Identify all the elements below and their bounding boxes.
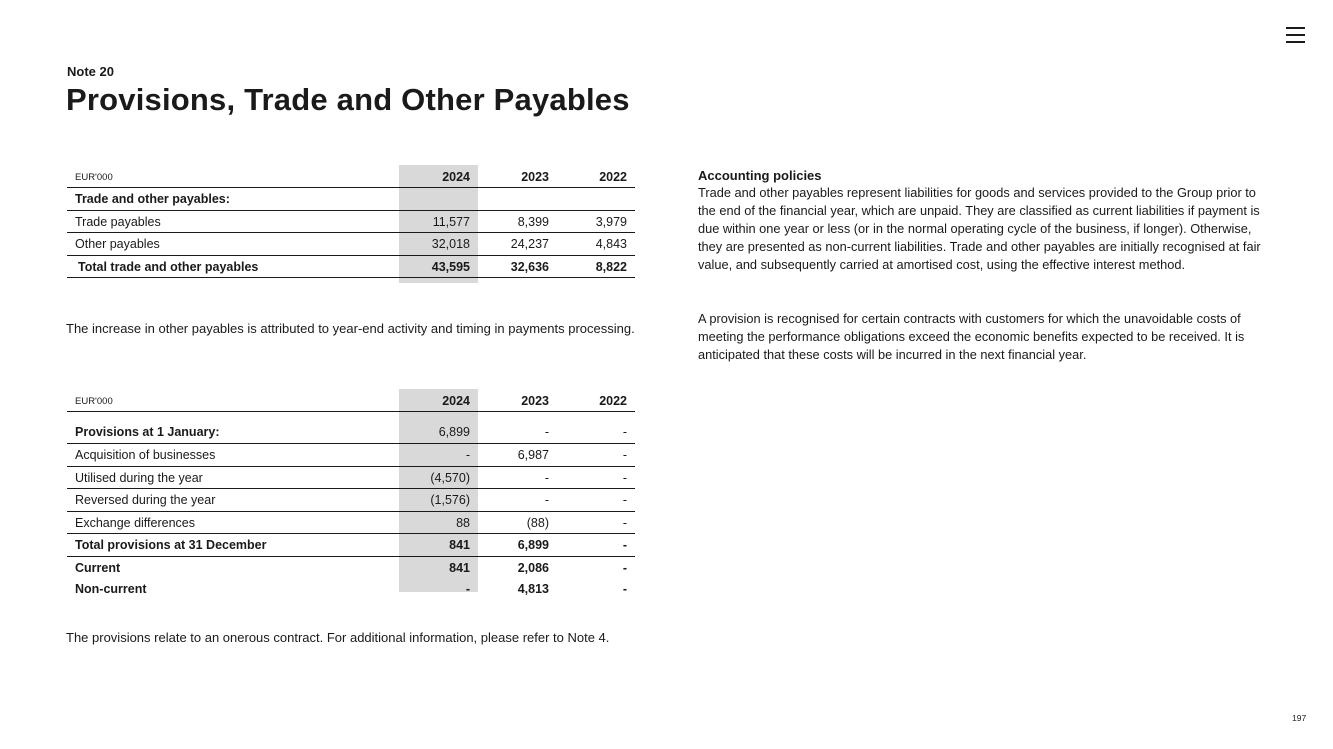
table-header-row [67, 389, 635, 411]
spacer [67, 433, 635, 443]
value-2022: - [622, 560, 627, 575]
table-row [67, 488, 635, 511]
unit-label: EUR'000 [75, 172, 113, 183]
value-2022: - [622, 493, 627, 507]
hamburger-menu-icon[interactable] [1286, 27, 1305, 44]
table-row [67, 443, 635, 466]
year-header-2023: 2023 [521, 170, 549, 184]
value-2024: 32,018 [431, 237, 470, 251]
menu-bar [1286, 41, 1305, 43]
table-row [67, 466, 635, 489]
provisions-note: The provisions relate to an onerous contract. For additional information, please refer to Note 4. [66, 630, 610, 645]
value-2023: (88) [526, 515, 549, 530]
value-2024: - [465, 448, 470, 462]
page-title: Provisions, Trade and Other Payables [66, 82, 630, 117]
value-2024: (1,576) [430, 493, 470, 507]
row-label: Total provisions at 31 December [75, 538, 267, 552]
row-label: Current [75, 560, 121, 575]
value-2024: (4,570) [430, 470, 470, 485]
value-2024: 841 [449, 538, 470, 552]
row-label: Reversed during the year [75, 493, 216, 507]
row-label: Other payables [75, 237, 160, 251]
value-2023: - [544, 470, 549, 485]
value-2022: - [622, 425, 627, 439]
section-label: Trade and other payables: [75, 192, 230, 206]
accounting-policies-heading: Accounting policies [698, 168, 822, 183]
value-2024: 6,899 [438, 425, 470, 439]
year-header-2024: 2024 [442, 394, 470, 408]
value-2022: - [622, 515, 627, 530]
value-2022: 8,822 [595, 259, 627, 274]
value-2023: - [544, 493, 549, 507]
row-label: Trade payables [75, 214, 161, 229]
provisions-table [67, 389, 635, 600]
year-header-2024: 2024 [442, 170, 470, 184]
value-2023: 8,399 [517, 214, 549, 229]
value-2023: 2,086 [517, 560, 549, 575]
value-2023: - [544, 425, 549, 439]
table-header-row [67, 165, 635, 187]
value-2022: - [622, 582, 627, 596]
value-2024: 841 [449, 560, 470, 575]
non-current-row [67, 578, 635, 600]
row-label: Exchange differences [75, 515, 195, 530]
row-label: Non-current [75, 582, 147, 596]
year-header-2022: 2022 [599, 170, 627, 184]
page-number: 197 [1292, 713, 1307, 723]
value-2024: 11,577 [432, 214, 470, 229]
table-row [67, 511, 635, 534]
trade-payables-table [67, 165, 635, 278]
value-2023: 32,636 [510, 259, 549, 274]
value-2022: - [622, 538, 627, 552]
table-row [67, 411, 635, 439]
year-header-2022: 2022 [599, 394, 627, 408]
table-row [67, 210, 635, 233]
value-2024: 88 [456, 515, 470, 530]
value-2023: 6,899 [517, 538, 549, 552]
row-label: Utilised during the year [75, 470, 203, 485]
value-2023: 6,987 [517, 448, 549, 462]
value-2024: - [465, 582, 470, 596]
current-row [67, 556, 635, 579]
value-2022: - [622, 470, 627, 485]
value-2022: - [622, 448, 627, 462]
row-label: Total trade and other payables [78, 259, 259, 274]
total-row [67, 533, 635, 556]
trade-payables-note: The increase in other payables is attributed to year-end activity and timing in payments processing. [66, 321, 635, 336]
value-2024: 43,595 [431, 259, 470, 274]
row-label: Provisions at 1 January: [75, 425, 220, 439]
table-row [67, 232, 635, 255]
note-label: Note 20 [67, 64, 114, 79]
accounting-policies-paragraph: A provision is recognised for certain contracts with customers for which the unavoidable costs of meeting the performance obligations exceed the economic benefits expected to be received. It is anticipated that these costs will be incurred in the next financial year. [698, 311, 1245, 362]
value-2022: 3,979 [595, 214, 627, 229]
menu-bar [1286, 27, 1305, 29]
menu-bar [1286, 34, 1305, 36]
value-2023: 4,813 [517, 582, 549, 596]
value-2022: 4,843 [595, 237, 627, 251]
total-row [67, 255, 635, 279]
section-row [67, 187, 635, 210]
accounting-policies-paragraph: Trade and other payables represent liabilities for goods and services provided to the Group prior to the end of the financial year, which are unpaid. They are classified as current liabilities if payment is due within one year or less (or in the normal operating cycle of the business, if longer). Otherwise, they are presented as non-current liabilities. Trade and other payables are initially recognised at fair value, and subsequently carried at amortised cost, using the effective interest method. [698, 185, 1261, 272]
row-label: Acquisition of businesses [75, 448, 216, 462]
unit-label: EUR'000 [75, 396, 113, 407]
year-header-2023: 2023 [521, 394, 549, 408]
value-2023: 24,237 [510, 237, 549, 251]
